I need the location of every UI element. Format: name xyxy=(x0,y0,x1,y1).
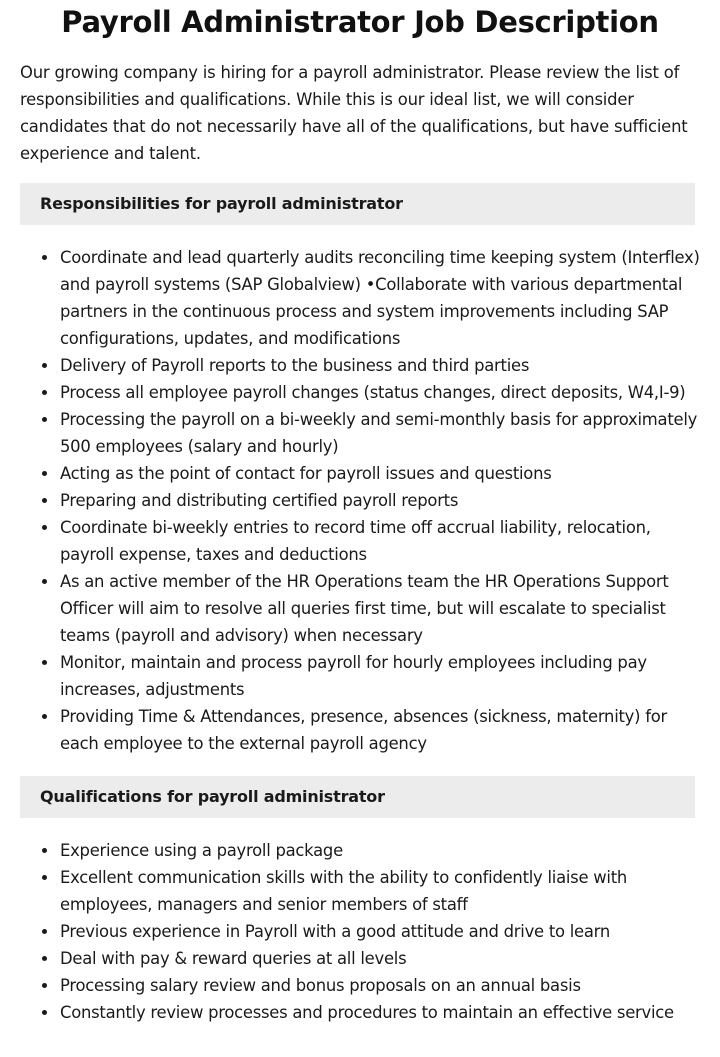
bullet-icon xyxy=(42,956,47,961)
bullet-icon xyxy=(42,983,47,988)
list-item-text: Providing Time & Attendances, presence, absences (sickness, maternity) for each employee to the external payroll agency xyxy=(60,707,668,753)
bullet-icon xyxy=(42,255,47,260)
list-item xyxy=(60,406,700,460)
list-item xyxy=(60,379,700,406)
bullet-icon xyxy=(42,498,47,503)
list-item-text: Experience using a payroll package xyxy=(60,841,343,860)
list-item xyxy=(60,244,700,352)
list-item xyxy=(60,999,700,1026)
bullet-icon xyxy=(42,471,47,476)
list-item xyxy=(60,945,700,972)
bullet-icon xyxy=(42,525,47,530)
bullet-icon xyxy=(42,929,47,934)
list-item xyxy=(60,514,700,568)
bullet-icon xyxy=(42,714,47,719)
qualifications-list xyxy=(20,837,700,1026)
list-item-text: As an active member of the HR Operations team the HR Operations Support Officer will aim to resolve all queries first time, but will escalate to specialist teams (payroll and advisory) when necessary xyxy=(60,572,669,645)
list-item-text: Constantly review processes and procedures to maintain an effective service xyxy=(60,1003,674,1022)
list-item-text: Process all employee payroll changes (status changes, direct deposits, W4,I-9) xyxy=(60,383,686,402)
bullet-icon xyxy=(42,363,47,368)
list-item xyxy=(60,703,700,757)
bullet-icon xyxy=(42,875,47,880)
bullet-icon xyxy=(42,579,47,584)
bullet-icon xyxy=(42,848,47,853)
list-item-text: Processing the payroll on a bi-weekly and semi-monthly basis for approximately 500 employees (salary and hourly) xyxy=(60,410,698,456)
bullet-icon xyxy=(42,390,47,395)
list-item-text: Acting as the point of contact for payroll issues and questions xyxy=(60,464,552,483)
list-item-text: Processing salary review and bonus proposals on an annual basis xyxy=(60,976,581,995)
list-item-text: Excellent communication skills with the ability to confidently liaise with employees, managers and senior members of staff xyxy=(60,868,628,914)
bullet-icon xyxy=(42,417,47,422)
responsibilities-heading: Responsibilities for payroll administrator xyxy=(20,183,695,225)
list-item-text: Deal with pay & reward queries at all levels xyxy=(60,949,407,968)
list-item xyxy=(60,837,700,864)
list-item-text: Monitor, maintain and process payroll for hourly employees including pay increases, adjustments xyxy=(60,653,647,699)
list-item xyxy=(60,460,700,487)
qualifications-heading: Qualifications for payroll administrator xyxy=(20,776,695,818)
bullet-icon xyxy=(42,660,47,665)
list-item xyxy=(60,918,700,945)
list-item-text: Coordinate and lead quarterly audits reconciling time keeping system (Interflex) and payroll systems (SAP Globalview) •Collaborate with various departmental partners in the continuous process and system improvements including SAP configurations, updates, and modifications xyxy=(60,248,700,348)
list-item xyxy=(60,352,700,379)
list-item xyxy=(60,864,700,918)
list-item xyxy=(60,972,700,999)
list-item xyxy=(60,649,700,703)
list-item-text: Delivery of Payroll reports to the business and third parties xyxy=(60,356,530,375)
list-item-text: Previous experience in Payroll with a good attitude and drive to learn xyxy=(60,922,611,941)
intro-paragraph: Our growing company is hiring for a payroll administrator. Please review the list of responsibilities and qualifications. While this is our ideal list, we will consider candidates that do not necessarily have all of the qualifications, but have sufficient experience and talent. xyxy=(20,63,688,163)
responsibilities-list xyxy=(20,244,700,757)
list-item xyxy=(60,487,700,514)
page-title: Payroll Administrator Job Description xyxy=(61,5,659,39)
list-item-text: Preparing and distributing certified payroll reports xyxy=(60,491,459,510)
list-item xyxy=(60,568,700,649)
list-item-text: Coordinate bi-weekly entries to record time off accrual liability, relocation, payroll expense, taxes and deductions xyxy=(60,518,651,564)
bullet-icon xyxy=(42,1010,47,1015)
